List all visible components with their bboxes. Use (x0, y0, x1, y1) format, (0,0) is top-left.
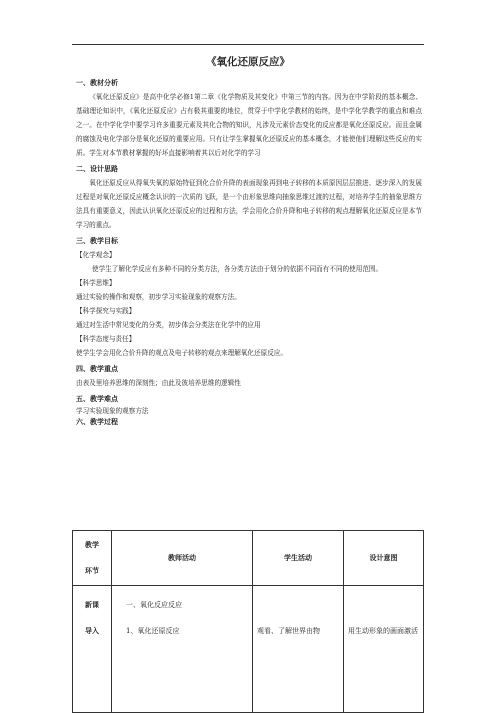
goal-text: 使学生学会用化合价升降的观点及电子转移的观点来理解氧化还原反应。 (76, 349, 287, 357)
table-cell: 用生动形象的画面激活 (344, 586, 424, 713)
header-cell: 学生活动 (253, 531, 344, 586)
section-heading: 六、教学过程 (76, 418, 118, 426)
table-header-row (73, 531, 424, 586)
section-heading: 四、教学重点 (76, 365, 118, 373)
header-cell: 教师活动 (112, 531, 253, 586)
header-cell: 教学 环节 (73, 531, 112, 586)
section-text: 由表及里培养思维的深刻性；由此及彼培养思维的逻辑性 (76, 379, 241, 387)
goal-tag: 【科学态度与责任】 (76, 335, 136, 343)
process-table (72, 530, 424, 713)
goal-tag: 【科学思维】 (76, 279, 116, 287)
doc-title: 《氧化还原反应》 (206, 56, 290, 68)
section-text: 学习实验现象的观察方法 (76, 407, 149, 415)
section-heading: 一、教材分析 (76, 79, 118, 87)
header-rule (72, 44, 424, 45)
table-cell: 观看、了解世界由物 (253, 586, 344, 713)
section-paragraph: 氧化还原反应从得氧失氧的原始特征到化合价升降的表面现象再到电子转移的本质原因层层推进、逐步深入的发展过程是对氧化还原反应概念认识的一次质的飞跃，是一个由形象思维向抽象思维过渡的过程，对培养学生的抽象思维方法具有重要意义，因此认识氧化还原反应的过程和方法，学会用化合价升降和电子转移的观点理解氧化还原反应是本节学习的重点。 (76, 179, 422, 229)
section-paragraph: 《氧化还原反应》是高中化学必修1第二章《化学物质及其变化》中第三节的内容。因为在中学阶段的基本概念、基础理论知识中，《氧化还原反应》占有极其重要的地位，贯穿于中学化学教材的始终，是中学化学教学的重点和难点之一。在中学化学中要学习许多重要元素及其化合物的知识，凡涉及元素价态变化的反应都是氧化还原反应。而且金属的腐蚀及电化学部分是氧化还原的重要应用。只有让学生掌握氧化还原反应的基本概念，才能使他们理解这些反应的实质。学生对本节教材掌握的好坏直接影响着其以后对化学的学习 (76, 93, 422, 157)
doc-body (76, 74, 422, 428)
goal-text: 通过实验的操作和观察，初步学习实验现象的观察方法。 (76, 293, 241, 301)
section-heading: 二、设计思路 (76, 165, 118, 173)
goal-text: 使学生了解化学反应有多种不同的分类方法，各分类方法由于划分的依据不同而有不同的使用范围。 (92, 265, 383, 273)
goal-tag: 【科学探究与实践】 (76, 307, 136, 315)
table-cell: 新课 导入 (73, 586, 112, 713)
section-heading: 三、教学目标 (76, 237, 118, 245)
goal-tag: 【化学观念】 (76, 251, 116, 259)
table-row (73, 586, 424, 713)
table-cell: 一、氧化反应反应 1、氧化还原反应 (112, 586, 253, 713)
goal-text: 通过对生活中常见变化的分类，初步体会分类法在化学中的应用 (76, 321, 261, 329)
header-cell: 设计意图 (344, 531, 424, 586)
section-heading: 五、教学难点 (76, 395, 118, 403)
